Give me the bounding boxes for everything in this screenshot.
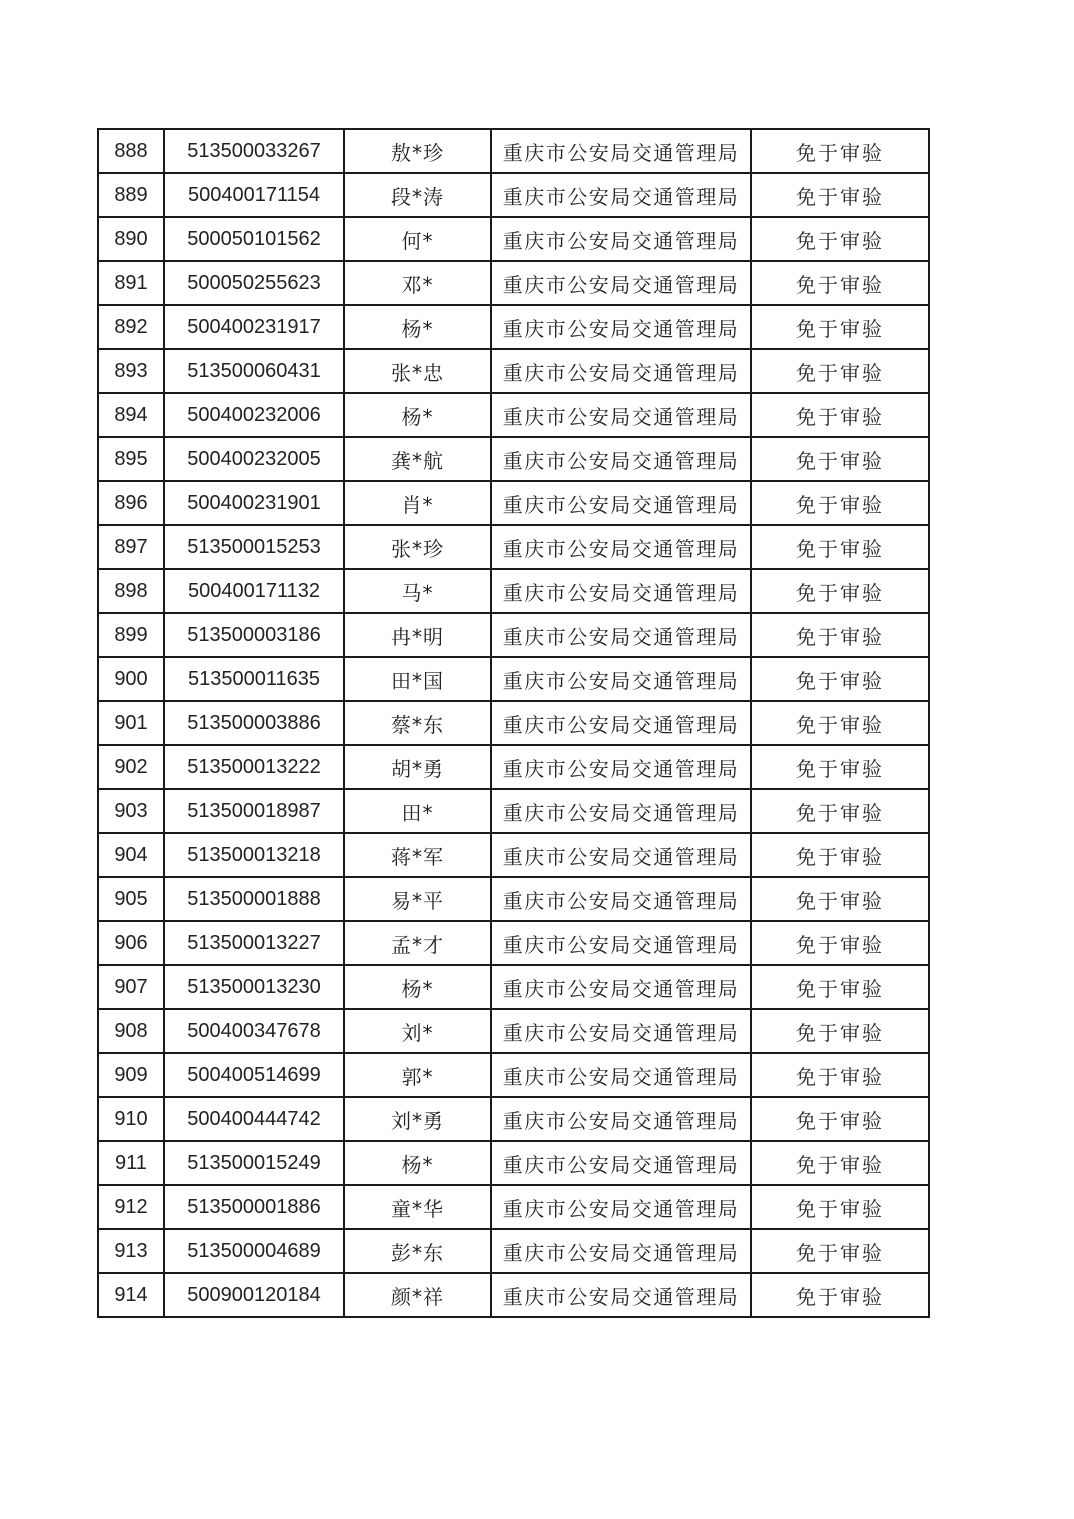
- table-row: [98, 921, 929, 965]
- cell-issuing-authority: 重庆市公安局交通管理局: [491, 173, 751, 217]
- cell-issuing-authority: 重庆市公安局交通管理局: [491, 393, 751, 437]
- cell-serial-number: 892: [98, 305, 164, 349]
- cell-review-status: 免于审验: [751, 1185, 929, 1229]
- cell-id-number: 513500001888: [164, 877, 344, 921]
- cell-person-name: 杨*: [344, 1141, 491, 1185]
- cell-issuing-authority: 重庆市公安局交通管理局: [491, 525, 751, 569]
- cell-id-number: 500900120184: [164, 1273, 344, 1317]
- table-row: [98, 1141, 929, 1185]
- cell-issuing-authority: 重庆市公安局交通管理局: [491, 349, 751, 393]
- table-row: [98, 745, 929, 789]
- cell-review-status: 免于审验: [751, 173, 929, 217]
- cell-review-status: 免于审验: [751, 525, 929, 569]
- cell-person-name: 易*平: [344, 877, 491, 921]
- cell-id-number: 500400231917: [164, 305, 344, 349]
- cell-review-status: 免于审验: [751, 877, 929, 921]
- cell-person-name: 蒋*军: [344, 833, 491, 877]
- cell-id-number: 513500003886: [164, 701, 344, 745]
- cell-review-status: 免于审验: [751, 1229, 929, 1273]
- cell-issuing-authority: 重庆市公安局交通管理局: [491, 1229, 751, 1273]
- cell-id-number: 500400232006: [164, 393, 344, 437]
- cell-serial-number: 907: [98, 965, 164, 1009]
- cell-review-status: 免于审验: [751, 437, 929, 481]
- cell-review-status: 免于审验: [751, 789, 929, 833]
- table-row: [98, 525, 929, 569]
- cell-review-status: 免于审验: [751, 657, 929, 701]
- cell-serial-number: 889: [98, 173, 164, 217]
- cell-id-number: 500400231901: [164, 481, 344, 525]
- cell-issuing-authority: 重庆市公安局交通管理局: [491, 745, 751, 789]
- cell-review-status: 免于审验: [751, 569, 929, 613]
- cell-issuing-authority: 重庆市公安局交通管理局: [491, 1141, 751, 1185]
- cell-review-status: 免于审验: [751, 217, 929, 261]
- cell-review-status: 免于审验: [751, 965, 929, 1009]
- cell-person-name: 杨*: [344, 305, 491, 349]
- cell-id-number: 500400444742: [164, 1097, 344, 1141]
- cell-person-name: 刘*: [344, 1009, 491, 1053]
- table-row: [98, 789, 929, 833]
- table-row: [98, 1053, 929, 1097]
- cell-id-number: 513500004689: [164, 1229, 344, 1273]
- table-row: [98, 965, 929, 1009]
- table-row: [98, 261, 929, 305]
- cell-review-status: 免于审验: [751, 613, 929, 657]
- cell-person-name: 张*珍: [344, 525, 491, 569]
- table-row: [98, 1009, 929, 1053]
- cell-serial-number: 913: [98, 1229, 164, 1273]
- cell-review-status: 免于审验: [751, 261, 929, 305]
- cell-id-number: 513500013230: [164, 965, 344, 1009]
- cell-issuing-authority: 重庆市公安局交通管理局: [491, 1053, 751, 1097]
- cell-serial-number: 891: [98, 261, 164, 305]
- cell-serial-number: 912: [98, 1185, 164, 1229]
- cell-person-name: 颜*祥: [344, 1273, 491, 1317]
- cell-id-number: 513500001886: [164, 1185, 344, 1229]
- table-row: [98, 569, 929, 613]
- cell-issuing-authority: 重庆市公安局交通管理局: [491, 437, 751, 481]
- cell-person-name: 郭*: [344, 1053, 491, 1097]
- cell-id-number: 513500011635: [164, 657, 344, 701]
- cell-serial-number: 909: [98, 1053, 164, 1097]
- cell-serial-number: 904: [98, 833, 164, 877]
- cell-person-name: 冉*明: [344, 613, 491, 657]
- cell-issuing-authority: 重庆市公安局交通管理局: [491, 217, 751, 261]
- cell-serial-number: 894: [98, 393, 164, 437]
- cell-issuing-authority: 重庆市公安局交通管理局: [491, 877, 751, 921]
- cell-person-name: 刘*勇: [344, 1097, 491, 1141]
- cell-issuing-authority: 重庆市公安局交通管理局: [491, 569, 751, 613]
- cell-id-number: 500400171132: [164, 569, 344, 613]
- cell-person-name: 胡*勇: [344, 745, 491, 789]
- cell-person-name: 童*华: [344, 1185, 491, 1229]
- table-row: [98, 305, 929, 349]
- cell-serial-number: 901: [98, 701, 164, 745]
- table-row: [98, 833, 929, 877]
- cell-serial-number: 911: [98, 1141, 164, 1185]
- cell-person-name: 马*: [344, 569, 491, 613]
- table-row: [98, 217, 929, 261]
- table-row: [98, 129, 929, 173]
- cell-serial-number: 888: [98, 129, 164, 173]
- cell-id-number: 513500018987: [164, 789, 344, 833]
- table-row: [98, 437, 929, 481]
- cell-issuing-authority: 重庆市公安局交通管理局: [491, 921, 751, 965]
- cell-serial-number: 890: [98, 217, 164, 261]
- cell-issuing-authority: 重庆市公安局交通管理局: [491, 481, 751, 525]
- table-row: [98, 657, 929, 701]
- cell-person-name: 张*忠: [344, 349, 491, 393]
- cell-issuing-authority: 重庆市公安局交通管理局: [491, 789, 751, 833]
- cell-person-name: 段*涛: [344, 173, 491, 217]
- cell-person-name: 何*: [344, 217, 491, 261]
- cell-review-status: 免于审验: [751, 129, 929, 173]
- cell-id-number: 513500015253: [164, 525, 344, 569]
- cell-review-status: 免于审验: [751, 701, 929, 745]
- record-table-body: [98, 129, 929, 1317]
- table-row: [98, 481, 929, 525]
- cell-issuing-authority: 重庆市公安局交通管理局: [491, 261, 751, 305]
- cell-id-number: 500050101562: [164, 217, 344, 261]
- table-row: [98, 877, 929, 921]
- table-row: [98, 1229, 929, 1273]
- table-row: [98, 1097, 929, 1141]
- cell-review-status: 免于审验: [751, 305, 929, 349]
- cell-serial-number: 896: [98, 481, 164, 525]
- cell-review-status: 免于审验: [751, 349, 929, 393]
- cell-serial-number: 905: [98, 877, 164, 921]
- cell-review-status: 免于审验: [751, 833, 929, 877]
- cell-review-status: 免于审验: [751, 1273, 929, 1317]
- cell-serial-number: 910: [98, 1097, 164, 1141]
- cell-serial-number: 902: [98, 745, 164, 789]
- table-row: [98, 349, 929, 393]
- cell-serial-number: 899: [98, 613, 164, 657]
- cell-issuing-authority: 重庆市公安局交通管理局: [491, 833, 751, 877]
- table-row: [98, 1273, 929, 1317]
- cell-person-name: 田*国: [344, 657, 491, 701]
- cell-id-number: 513500013222: [164, 745, 344, 789]
- cell-serial-number: 908: [98, 1009, 164, 1053]
- cell-review-status: 免于审验: [751, 1141, 929, 1185]
- cell-serial-number: 895: [98, 437, 164, 481]
- cell-person-name: 杨*: [344, 965, 491, 1009]
- cell-id-number: 500400347678: [164, 1009, 344, 1053]
- cell-review-status: 免于审验: [751, 921, 929, 965]
- cell-review-status: 免于审验: [751, 1009, 929, 1053]
- cell-review-status: 免于审验: [751, 481, 929, 525]
- cell-person-name: 孟*才: [344, 921, 491, 965]
- cell-person-name: 彭*东: [344, 1229, 491, 1273]
- cell-id-number: 513500013227: [164, 921, 344, 965]
- cell-review-status: 免于审验: [751, 1097, 929, 1141]
- cell-id-number: 500400232005: [164, 437, 344, 481]
- cell-id-number: 500400171154: [164, 173, 344, 217]
- cell-id-number: 513500060431: [164, 349, 344, 393]
- cell-issuing-authority: 重庆市公安局交通管理局: [491, 1097, 751, 1141]
- cell-serial-number: 900: [98, 657, 164, 701]
- cell-issuing-authority: 重庆市公安局交通管理局: [491, 613, 751, 657]
- cell-review-status: 免于审验: [751, 393, 929, 437]
- cell-person-name: 敖*珍: [344, 129, 491, 173]
- cell-id-number: 513500033267: [164, 129, 344, 173]
- cell-id-number: 513500015249: [164, 1141, 344, 1185]
- table-row: [98, 613, 929, 657]
- cell-serial-number: 906: [98, 921, 164, 965]
- cell-person-name: 蔡*东: [344, 701, 491, 745]
- cell-serial-number: 893: [98, 349, 164, 393]
- cell-issuing-authority: 重庆市公安局交通管理局: [491, 1009, 751, 1053]
- cell-serial-number: 903: [98, 789, 164, 833]
- cell-issuing-authority: 重庆市公安局交通管理局: [491, 965, 751, 1009]
- table-row: [98, 1185, 929, 1229]
- table-row: [98, 173, 929, 217]
- cell-issuing-authority: 重庆市公安局交通管理局: [491, 1185, 751, 1229]
- cell-issuing-authority: 重庆市公安局交通管理局: [491, 305, 751, 349]
- cell-id-number: 500050255623: [164, 261, 344, 305]
- cell-serial-number: 914: [98, 1273, 164, 1317]
- cell-person-name: 龚*航: [344, 437, 491, 481]
- cell-person-name: 肖*: [344, 481, 491, 525]
- cell-id-number: 513500003186: [164, 613, 344, 657]
- cell-issuing-authority: 重庆市公安局交通管理局: [491, 701, 751, 745]
- cell-id-number: 513500013218: [164, 833, 344, 877]
- record-table: [97, 128, 930, 1318]
- cell-serial-number: 897: [98, 525, 164, 569]
- table-row: [98, 701, 929, 745]
- cell-id-number: 500400514699: [164, 1053, 344, 1097]
- cell-review-status: 免于审验: [751, 1053, 929, 1097]
- cell-issuing-authority: 重庆市公安局交通管理局: [491, 129, 751, 173]
- cell-person-name: 杨*: [344, 393, 491, 437]
- cell-serial-number: 898: [98, 569, 164, 613]
- cell-person-name: 邓*: [344, 261, 491, 305]
- cell-issuing-authority: 重庆市公安局交通管理局: [491, 657, 751, 701]
- cell-issuing-authority: 重庆市公安局交通管理局: [491, 1273, 751, 1317]
- cell-review-status: 免于审验: [751, 745, 929, 789]
- table-row: [98, 393, 929, 437]
- cell-person-name: 田*: [344, 789, 491, 833]
